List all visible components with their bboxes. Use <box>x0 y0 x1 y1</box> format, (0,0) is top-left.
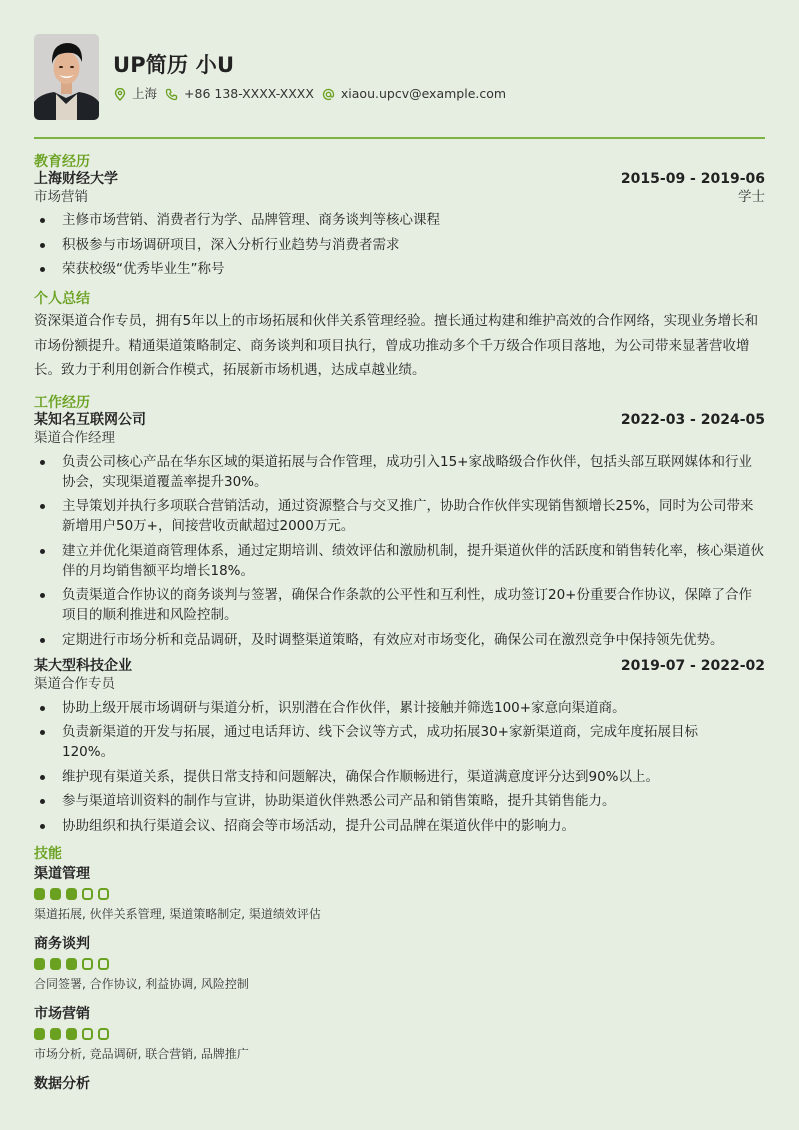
rating-dot-filled <box>66 958 77 970</box>
skill-item <box>34 865 765 922</box>
list-item: 荣获校级“优秀毕业生”称号 <box>34 259 765 279</box>
map-pin-icon <box>113 88 126 101</box>
list-item: 积极参与市场调研项目，深入分析行业趋势与消费者需求 <box>34 235 765 255</box>
rating-dot-filled <box>66 888 77 900</box>
skill-item <box>34 935 765 992</box>
work-entry <box>34 412 765 650</box>
rating-dot-empty <box>98 958 109 970</box>
job-title: 渠道合作经理 <box>34 429 115 446</box>
list-item: 主导策划并执行多项联合营销活动，通过资源整合与交叉推广，协助合作伙伴实现销售额增长25%，同时为公司带来新增用户50万+，间接营收贡献超过2000万元。 <box>34 496 765 536</box>
contact-phone <box>165 86 314 102</box>
rating-dot-empty <box>98 888 109 900</box>
list-item: 维护现有渠道关系，提供日常支持和问题解决，确保合作顺畅进行，渠道满意度评分达到90%以上。 <box>34 767 765 787</box>
rating-dot-empty <box>82 1028 93 1040</box>
list-item: 协助组织和执行渠道会议、招商会等市场活动，提升公司品牌在渠道伙伴中的影响力。 <box>34 816 765 836</box>
skill-tags: 合同签署, 合作协议, 利益协调, 风险控制 <box>34 976 249 991</box>
section-title-education: 教育经历 <box>34 154 90 170</box>
location-text: 上海 <box>132 86 158 101</box>
education-section <box>34 154 765 279</box>
rating-dot-filled <box>34 1028 45 1040</box>
skill-item <box>34 1005 765 1062</box>
phone-icon <box>165 88 178 101</box>
profile-photo <box>34 34 99 120</box>
resume-header <box>34 34 765 120</box>
rating-dot-filled <box>50 1028 61 1040</box>
work-section <box>34 395 765 836</box>
candidate-name: UP简历 小U <box>113 53 235 77</box>
rating-dot-filled <box>34 888 45 900</box>
rating-dot-empty <box>82 958 93 970</box>
rating-dot-empty <box>82 888 93 900</box>
resume-page <box>34 34 765 1093</box>
phone-text[interactable]: +86 138-XXXX-XXXX <box>184 86 314 101</box>
list-item: 定期进行市场分析和竞品调研，及时调整渠道策略，有效应对市场变化，确保公司在激烈竞争中保持领先优势。 <box>34 630 765 650</box>
section-title-summary: 个人总结 <box>34 291 90 307</box>
list-item: 负责渠道合作协议的商务谈判与签署，确保合作条款的公平性和互利性，成功签订20+份重要合作协议，保障了合作项目的顺利推进和风险控制。 <box>34 585 765 625</box>
contact-email <box>322 86 506 102</box>
rating-dot-empty <box>98 1028 109 1040</box>
section-title-skills: 技能 <box>34 845 62 862</box>
rating-dot-filled <box>34 958 45 970</box>
at-icon <box>322 88 335 101</box>
skill-item <box>34 1075 765 1093</box>
work-dates: 2019-07 - 2022-02 <box>620 657 765 674</box>
header-divider <box>34 137 765 139</box>
major: 市场营销 <box>34 189 88 205</box>
company-name: 某知名互联网公司 <box>34 411 146 428</box>
email-text[interactable]: xiaou.upcv@example.com <box>340 86 507 101</box>
skill-level-rating <box>34 958 765 970</box>
list-item: 建立并优化渠道商管理体系，通过定期培训、绩效评估和激励机制，提升渠道伙伴的活跃度和销售转化率，核心渠道伙伴的月均销售额平均增长18%。 <box>34 541 765 581</box>
skill-tags: 渠道拓展, 伙伴关系管理, 渠道策略制定, 渠道绩效评估 <box>34 906 321 921</box>
rating-dot-filled <box>50 888 61 900</box>
list-item: 主修市场营销、消费者行为学、品牌管理、商务谈判等核心课程 <box>34 210 765 230</box>
avatar-portrait-icon <box>34 34 99 120</box>
list-item: 负责新渠道的开发与拓展，通过电话拜访、线下会议等方式，成功拓展30+家新渠道商，完成年度拓展目标120%。 <box>34 722 765 762</box>
education-bullets <box>34 210 765 279</box>
skill-name: 商务谈判 <box>34 935 90 952</box>
contact-info <box>113 86 514 102</box>
degree: 学士 <box>738 189 765 205</box>
summary-section <box>34 291 765 383</box>
job-title: 渠道合作专员 <box>34 675 115 692</box>
section-title-work: 工作经历 <box>34 394 90 411</box>
rating-dot-filled <box>66 1028 77 1040</box>
work-dates: 2022-03 - 2024-05 <box>620 411 765 428</box>
summary-text: 资深渠道合作专员，拥有5年以上的市场拓展和伙伴关系管理经验。擅长通过构建和维护高效的合作网络，实现业务增长和市场份额提升。精通渠道策略制定、商务谈判和项目执行，曾成功推动多个千万级合作项目落地，为公司带来显著营收增长。致力于利用创新合作模式，拓展新市场机遇，达成卓越业绩。 <box>34 313 759 378</box>
skill-name: 市场营销 <box>34 1005 90 1022</box>
work-bullets <box>34 698 765 836</box>
work-bullets <box>34 452 765 650</box>
skill-name: 渠道管理 <box>34 865 90 882</box>
list-item: 负责公司核心产品在华东区域的渠道拓展与合作管理，成功引入15+家战略级合作伙伴，包括头部互联网媒体和行业协会，实现渠道覆盖率提升30%。 <box>34 452 765 492</box>
rating-dot-filled <box>50 958 61 970</box>
contact-location <box>113 86 157 102</box>
work-entry <box>34 658 765 836</box>
school-name: 上海财经大学 <box>34 171 118 187</box>
list-item: 参与渠道培训资料的制作与宣讲，协助渠道伙伴熟悉公司产品和销售策略，提升其销售能力。 <box>34 791 765 811</box>
skill-level-rating <box>34 1028 765 1040</box>
skill-level-rating <box>34 888 765 900</box>
education-dates: 2015-09 - 2019-06 <box>620 171 765 187</box>
skill-name: 数据分析 <box>34 1075 90 1092</box>
company-name: 某大型科技企业 <box>34 657 132 674</box>
skills-section <box>34 846 765 1093</box>
list-item: 协助上级开展市场调研与渠道分析，识别潜在合作伙伴，累计接触并筛选100+家意向渠道商。 <box>34 698 765 718</box>
skill-tags: 市场分析, 竞品调研, 联合营销, 品牌推广 <box>34 1046 249 1061</box>
